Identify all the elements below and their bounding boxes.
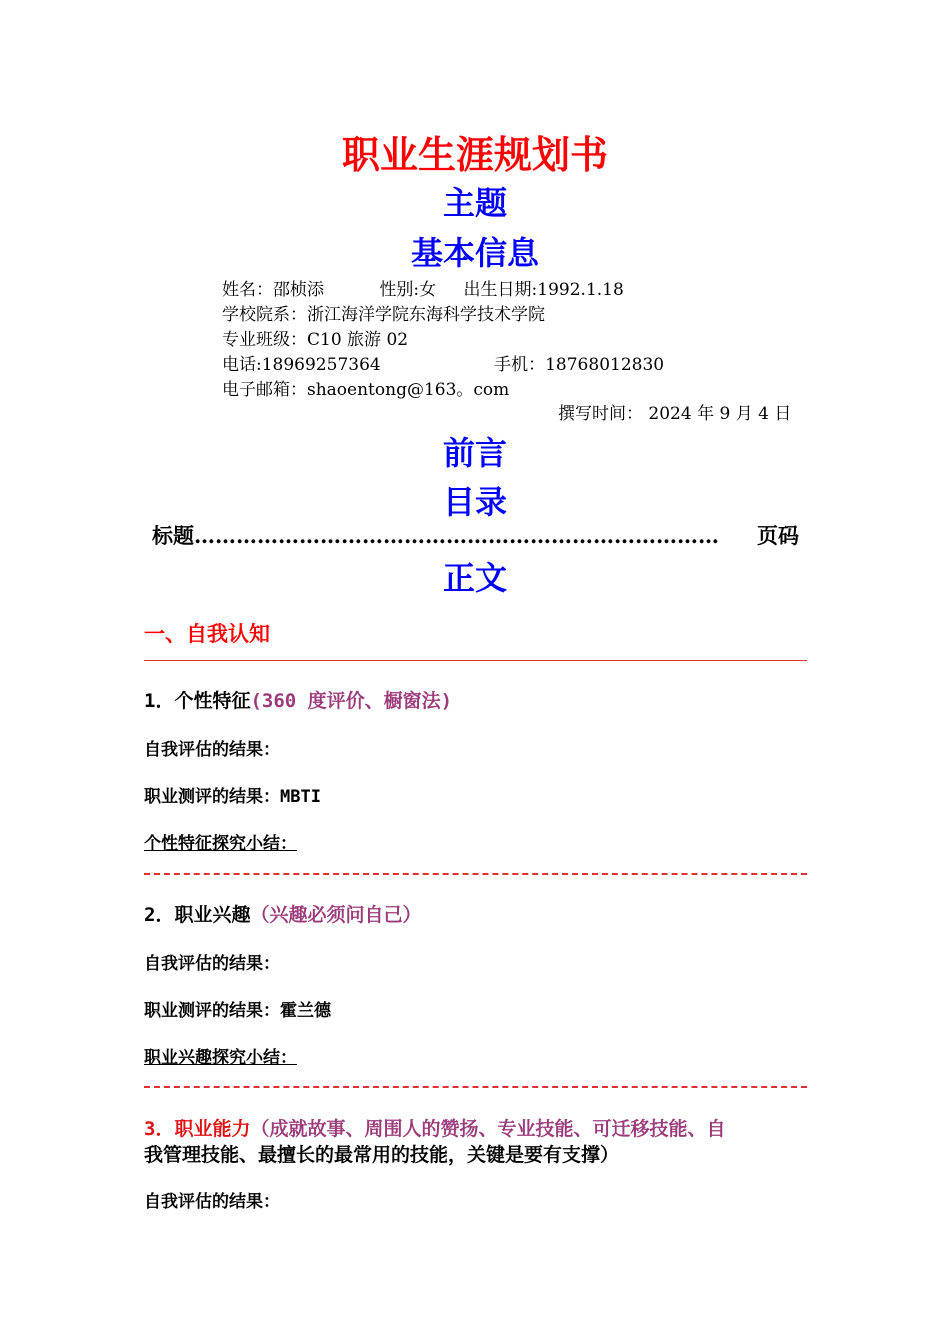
item-personality-summary: 个性特征探究小结： xyxy=(144,834,297,854)
item-personality-test: 职业测评的结果：MBTI xyxy=(144,787,321,807)
toc-title-label: 标题 xyxy=(152,523,194,548)
toc-page-label: 页码 xyxy=(757,523,799,548)
item-interest-summary: 职业兴趣探究小结： xyxy=(144,1048,297,1068)
info-school: 学校院系：浙江海洋学院东海科学技术学院 xyxy=(222,305,545,325)
item-ability-self: 自我评估的结果： xyxy=(144,1192,280,1212)
dashed-divider-1 xyxy=(144,873,807,875)
item-ability-note: （成就故事、周围人的赞扬、专业技能、可迁移技能、自 xyxy=(250,1118,726,1140)
info-name: 姓名：邵桢添 xyxy=(222,280,324,300)
item-personality-label: 1．个性特征 xyxy=(144,690,251,712)
toc-line[interactable] xyxy=(152,520,799,550)
info-class: 专业班级：C10 旅游 02 xyxy=(222,330,409,350)
item-interest-label: 2．职业兴趣 xyxy=(144,904,251,926)
heading-theme: 主题 xyxy=(442,184,507,222)
info-email: 电子邮箱：shaoentong@163。com xyxy=(222,380,510,400)
item-ability-note-line2: 我管理技能、最擅长的最常用的技能，关键是要有支撑） xyxy=(144,1144,620,1166)
item-personality-self: 自我评估的结果： xyxy=(144,740,280,760)
heading-toc: 目录 xyxy=(442,483,507,521)
item-interest xyxy=(144,900,421,927)
heading-basic-info: 基本信息 xyxy=(410,234,539,272)
info-mobile: 手机：18768012830 xyxy=(494,355,665,375)
info-date: 撰写时间： 2024 年 9 月 4 日 xyxy=(558,404,792,424)
info-gender: 性别:女 xyxy=(379,280,437,300)
dashed-divider-2 xyxy=(144,1086,807,1088)
info-row-phone xyxy=(222,350,664,375)
info-birth: 出生日期:1992.1.18 xyxy=(463,280,624,300)
heading-body: 正文 xyxy=(442,559,507,597)
section-divider xyxy=(144,660,807,661)
item-interest-test: 职业测评的结果：霍兰德 xyxy=(144,1001,331,1021)
item-interest-self: 自我评估的结果： xyxy=(144,954,280,974)
toc-leader-dots: ………………………………………………………………… xyxy=(194,522,719,548)
item-personality xyxy=(144,686,452,713)
document-title: 职业生涯规划书 xyxy=(341,133,608,177)
section-self-awareness-title: 一、自我认知 xyxy=(144,622,270,646)
item-ability xyxy=(144,1114,725,1141)
item-interest-note: （兴趣必须问自己） xyxy=(250,904,422,926)
info-phone: 电话:18969257364 xyxy=(222,355,381,375)
heading-preface: 前言 xyxy=(442,434,507,472)
item-personality-note: (360 度评价、橱窗法) xyxy=(250,690,453,712)
item-ability-label: 3．职业能力 xyxy=(144,1118,251,1140)
info-row-name xyxy=(222,275,624,300)
